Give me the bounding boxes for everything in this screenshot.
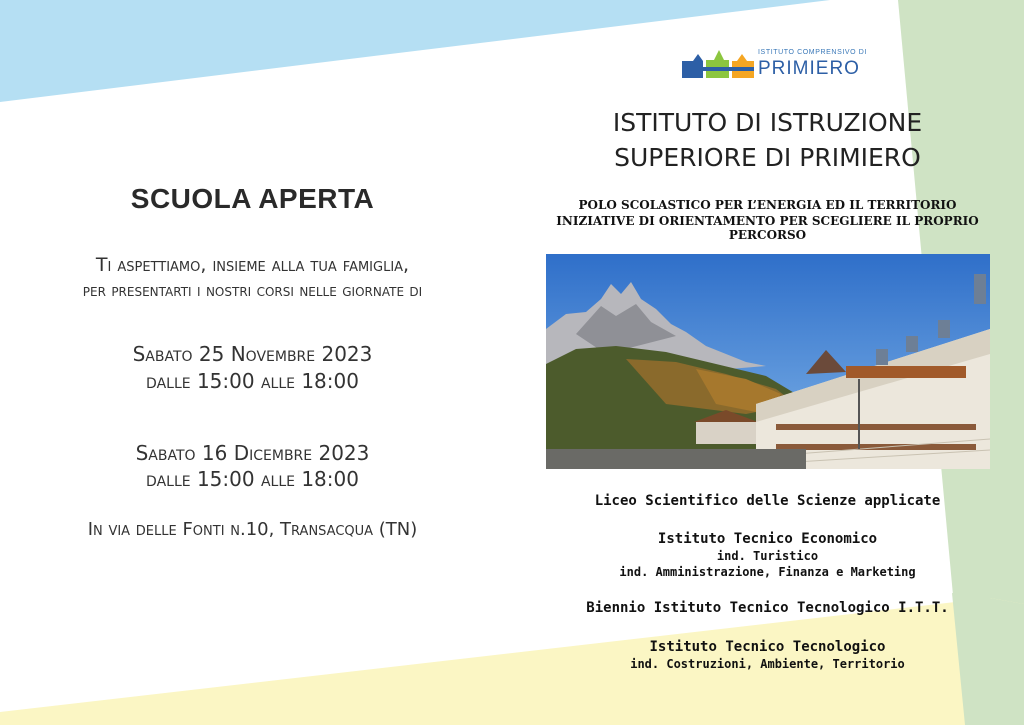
course-1-name: Liceo Scientifico delle Scienze applicate: [594, 493, 941, 509]
polo-line-2: INIZIATIVE DI ORIENTAMENTO PER SCEGLIERE IL PROPRIO PERCORSO: [556, 214, 979, 242]
intro-line-2: per presentarti i nostri corsi nelle giornate di: [82, 281, 423, 301]
school-building-photo: [546, 254, 990, 469]
course-2-sub-1: ind. Turistico: [716, 549, 819, 563]
time-2: dalle 15:00 alle 18:00: [146, 467, 359, 491]
course-3-name: Biennio Istituto Tecnico Tecnologico I.T.T.: [586, 600, 949, 616]
logo-small-text: ISTITUTO COMPRENSIVO DI: [758, 49, 867, 56]
course-4-name: Istituto Tecnico Tecnologico: [649, 639, 886, 655]
institute-name-line-2: SUPERIORE DI PRIMIERO: [614, 143, 921, 172]
address: In via delle Fonti n.10, Transacqua (TN): [87, 519, 418, 540]
institute-name-line-1: ISTITUTO DI ISTRUZIONE: [612, 108, 923, 137]
event-title: SCUOLA APERTA: [130, 183, 375, 214]
polo-line-1: POLO SCOLASTICO PER L’ENERGIA ED IL TERRITORIO: [578, 198, 957, 212]
course-2-name: Istituto Tecnico Economico: [657, 531, 878, 547]
date-1: Sabato 25 Novembre 2023: [132, 342, 373, 366]
time-1: dalle 15:00 alle 18:00: [146, 369, 359, 393]
intro-line-1: Ti aspettiamo, insieme alla tua famiglia,: [95, 254, 410, 276]
course-4-sub-1: ind. Costruzioni, Ambiente, Territorio: [630, 657, 905, 671]
school-logo: [680, 48, 867, 82]
logo-mountains-icon: [680, 48, 756, 80]
course-2-sub-2: ind. Amministrazione, Finanza e Marketing: [619, 565, 916, 579]
date-2: Sabato 16 Dicembre 2023: [135, 441, 370, 465]
logo-big-text: PRIMIERO: [758, 58, 860, 79]
